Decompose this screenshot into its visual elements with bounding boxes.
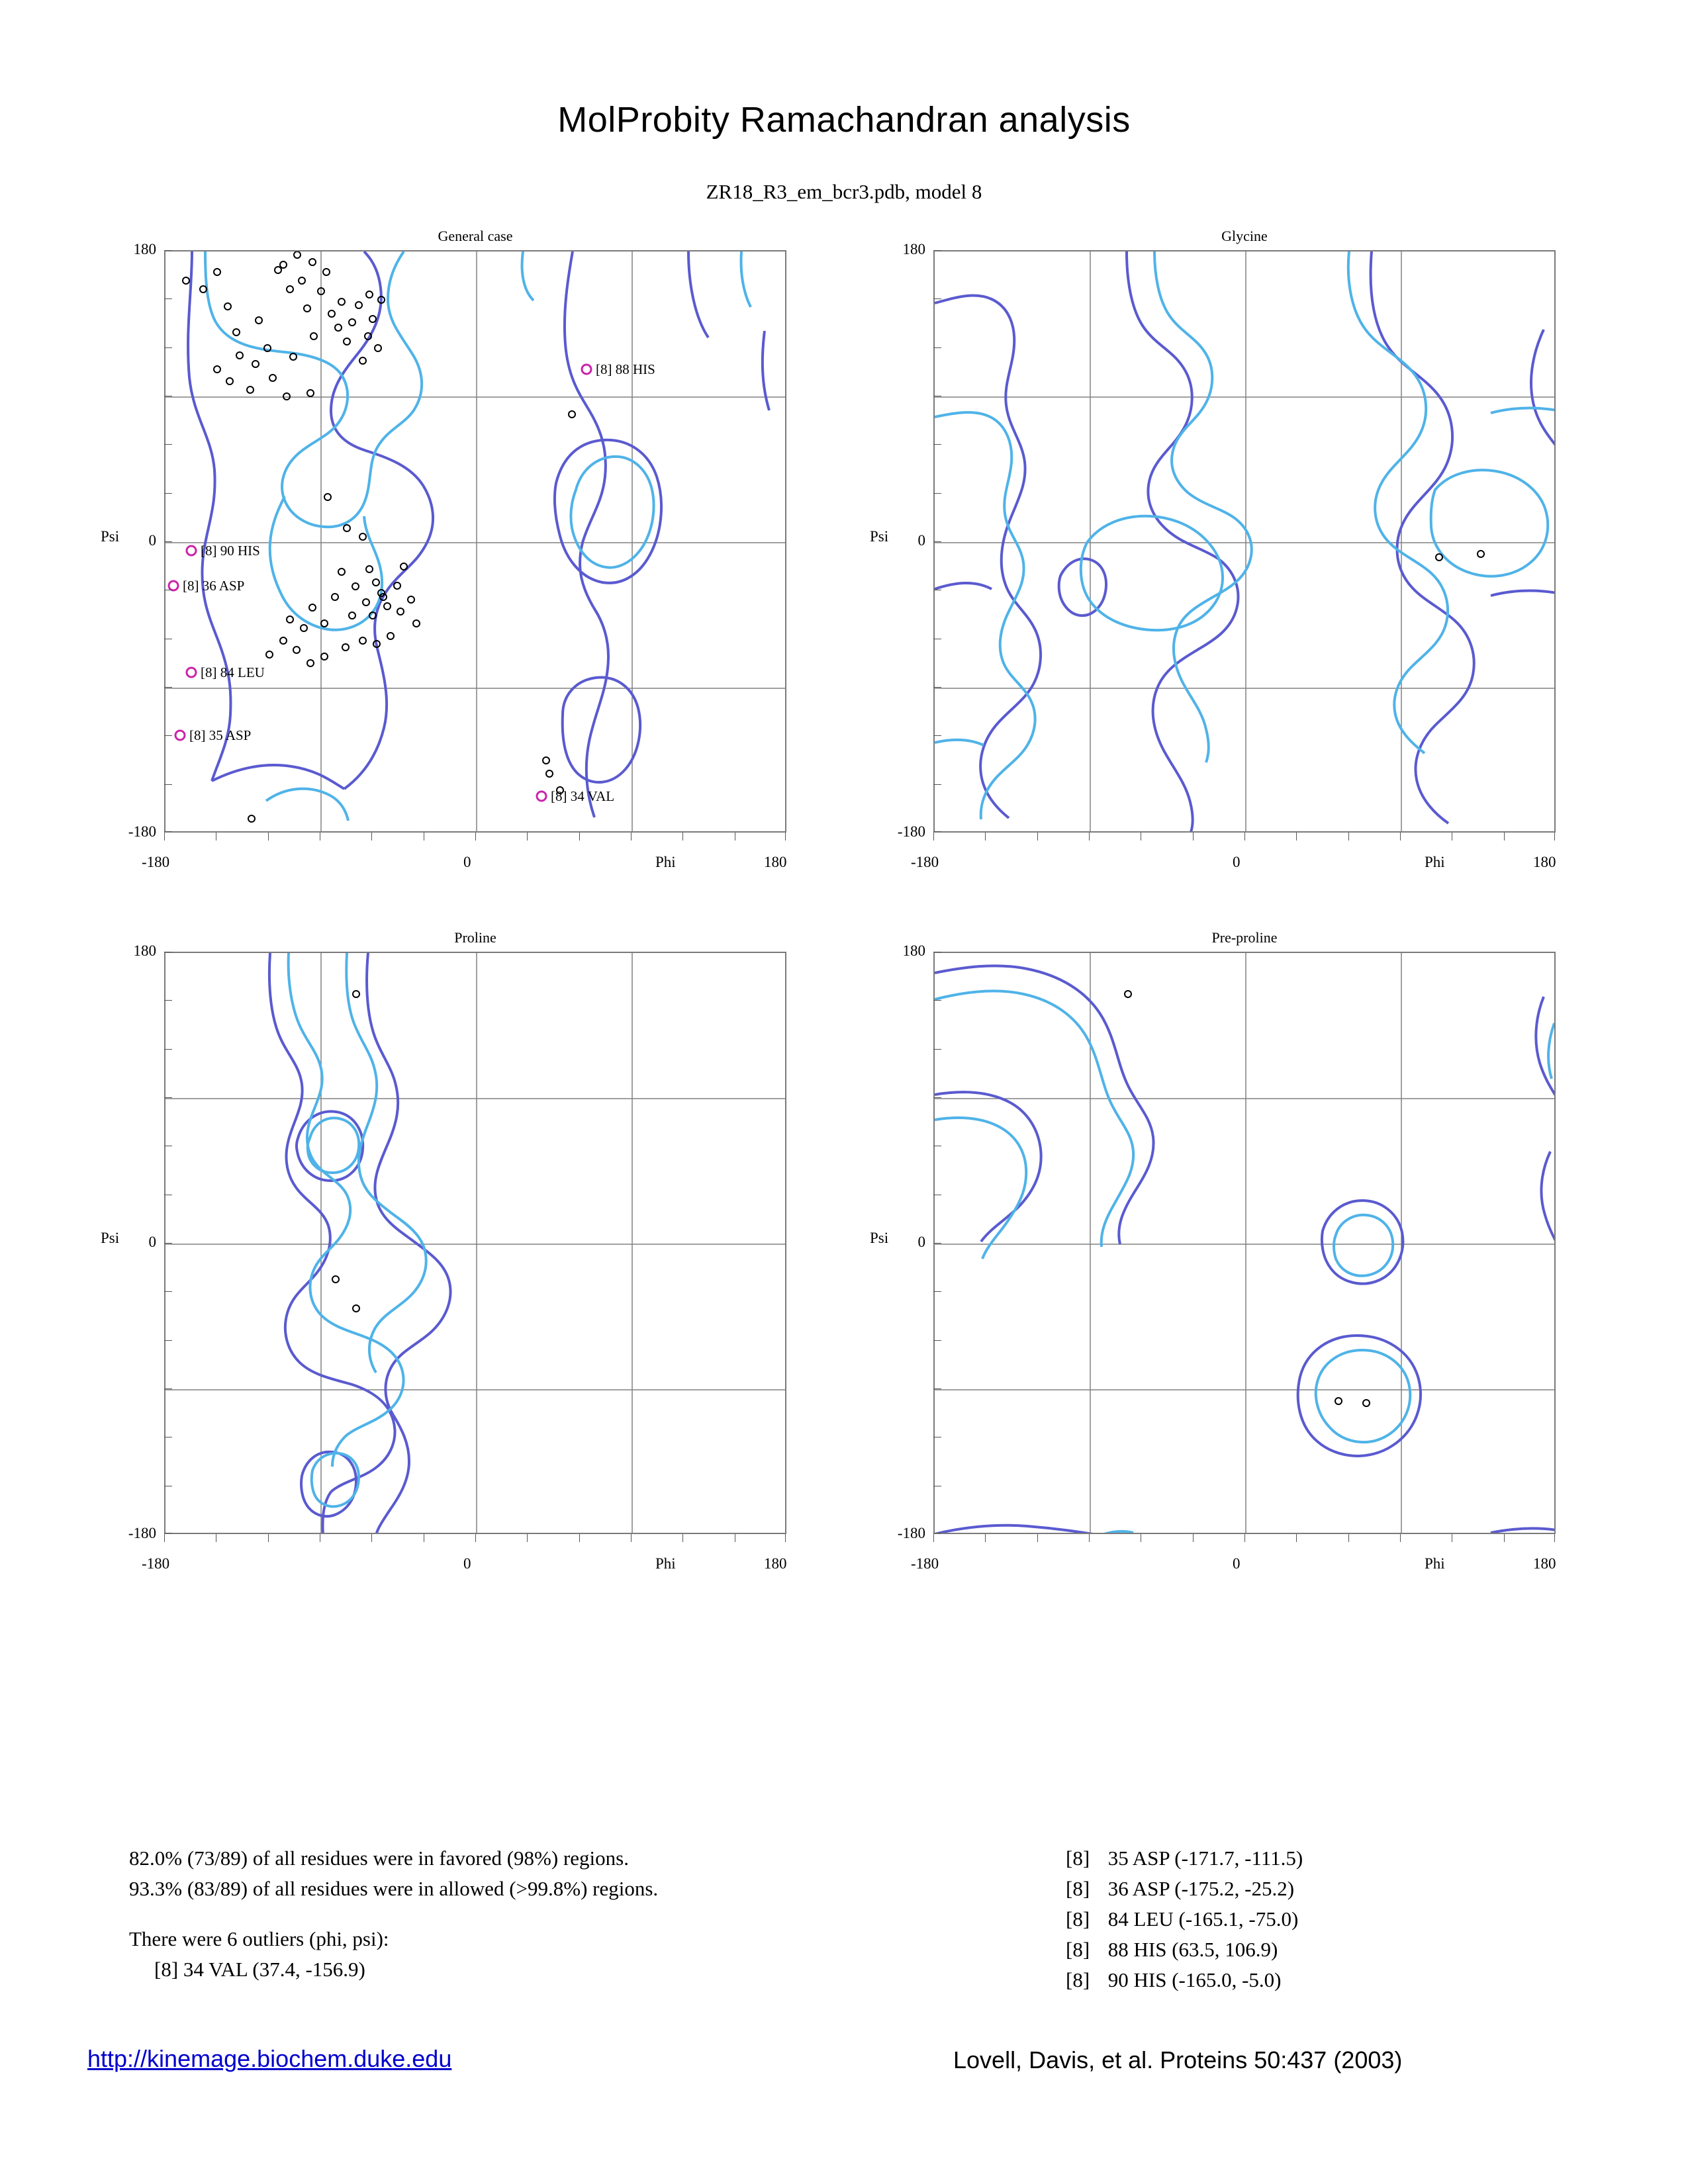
outlier-model-tag: [8]: [1066, 1846, 1090, 1870]
xtick-max: 180: [764, 854, 787, 870]
plot-area-general[interactable]: [164, 250, 786, 833]
kinemage-link[interactable]: http://kinemage.biochem.duke.edu: [87, 2045, 452, 2072]
axis-label-phi-pro: Phi: [655, 1555, 676, 1572]
outlier-label-35asp: [8] 35 ASP: [189, 727, 252, 743]
xtick-zero-gly: 0: [1233, 854, 1241, 870]
panel-pre-proline: [870, 929, 1556, 1572]
ytick-180-bottom-gly: -180: [897, 823, 925, 840]
axis-label-phi-prepro: Phi: [1425, 1555, 1445, 1572]
plot-area-pre-proline[interactable]: [933, 952, 1556, 1534]
page-title: MolProbity Ramachandran analysis: [557, 100, 1131, 140]
list-item: [1066, 1843, 1303, 1874]
panel-glycine: [870, 228, 1556, 870]
outlier-first: [8] 34 VAL (37.4, -156.9): [154, 1958, 365, 1981]
xtick-max-gly: 180: [1533, 854, 1556, 870]
xtick-zero-pro: 0: [463, 1555, 471, 1572]
ytick-0: 0: [148, 532, 156, 549]
outlier-text: 90 HIS (-165.0, -5.0): [1107, 1968, 1282, 1991]
ytick-180-bottom: -180: [128, 823, 156, 840]
xtick-max-prepro: 180: [1533, 1555, 1556, 1572]
xtick-max-pro: 180: [764, 1555, 787, 1572]
outlier-header: There were 6 outliers (phi, psi):: [129, 1927, 389, 1950]
outlier-model-tag: [8]: [1066, 1968, 1090, 1991]
xtick-min-gly: -180: [911, 854, 939, 870]
xtick-zero: 0: [463, 854, 471, 870]
axis-label-psi-gly: Psi: [870, 528, 889, 545]
plot-area-glycine[interactable]: [933, 250, 1556, 833]
panel-title-proline: Proline: [454, 929, 496, 946]
outlier-label-84leu: [8] 84 LEU: [201, 664, 265, 680]
outlier-text: 88 HIS (63.5, 106.9): [1107, 1938, 1278, 1961]
stat-allowed: 93.3% (83/89) of all residues were in allowed (>99.8%) regions.: [129, 1877, 659, 1900]
page-subtitle: ZR18_R3_em_bcr3.pdb, model 8: [706, 180, 982, 203]
panel-general-case: [101, 228, 787, 870]
axis-label-phi: Phi: [655, 854, 676, 870]
ytick-180-bottom-pro: -180: [128, 1525, 156, 1541]
xtick-min: -180: [142, 854, 170, 870]
axis-label-psi: Psi: [101, 528, 120, 545]
plot-area-proline[interactable]: [164, 952, 786, 1534]
xtick-min-prepro: -180: [911, 1555, 939, 1572]
outlier-label-90his: [8] 90 HIS: [201, 543, 260, 559]
panel-title-glycine: Glycine: [1221, 228, 1268, 244]
axis-label-psi-pro: Psi: [101, 1230, 120, 1246]
ytick-0-gly: 0: [917, 532, 925, 549]
list-item: [1066, 1934, 1303, 1965]
ytick-180-top: 180: [133, 241, 156, 257]
panel-title-general: General case: [438, 228, 513, 244]
ytick-180-top-gly: 180: [902, 241, 925, 257]
xtick-min-pro: -180: [142, 1555, 170, 1572]
outlier-text: 36 ASP (-175.2, -25.2): [1107, 1877, 1295, 1900]
ytick-180-bottom-prepro: -180: [897, 1525, 925, 1541]
axis-label-psi-prepro: Psi: [870, 1230, 889, 1246]
list-item: [1066, 1965, 1303, 1995]
outlier-label-34val: [8] 34 VAL: [551, 788, 615, 804]
panel-proline: [101, 929, 787, 1572]
outlier-list: [1066, 1843, 1303, 1995]
xtick-zero-prepro: 0: [1233, 1555, 1241, 1572]
citation-text: Lovell, Davis, et al. Proteins 50:437 (2003): [953, 2046, 1403, 2073]
outlier-label-36asp: [8] 36 ASP: [183, 578, 245, 594]
list-item: [1066, 1874, 1303, 1904]
statistics-block: [129, 1843, 658, 1985]
outlier-label-88his: [8] 88 HIS: [596, 361, 655, 377]
stat-favored: 82.0% (73/89) of all residues were in favored (98%) regions.: [129, 1846, 629, 1870]
axis-label-phi-gly: Phi: [1425, 854, 1445, 870]
panel-title-preproline: Pre-proline: [1211, 929, 1278, 946]
outlier-model-tag: [8]: [1066, 1938, 1090, 1961]
outlier-model-tag: [8]: [1066, 1907, 1090, 1931]
ytick-180-top-prepro: 180: [902, 942, 925, 959]
ytick-0-prepro: 0: [917, 1234, 925, 1250]
outlier-model-tag: [8]: [1066, 1877, 1090, 1900]
ytick-0-pro: 0: [148, 1234, 156, 1250]
outlier-text: 35 ASP (-171.7, -111.5): [1107, 1846, 1303, 1870]
outlier-text: 84 LEU (-165.1, -75.0): [1107, 1907, 1299, 1931]
list-item: [1066, 1904, 1303, 1934]
ytick-180-top-pro: 180: [133, 942, 156, 959]
